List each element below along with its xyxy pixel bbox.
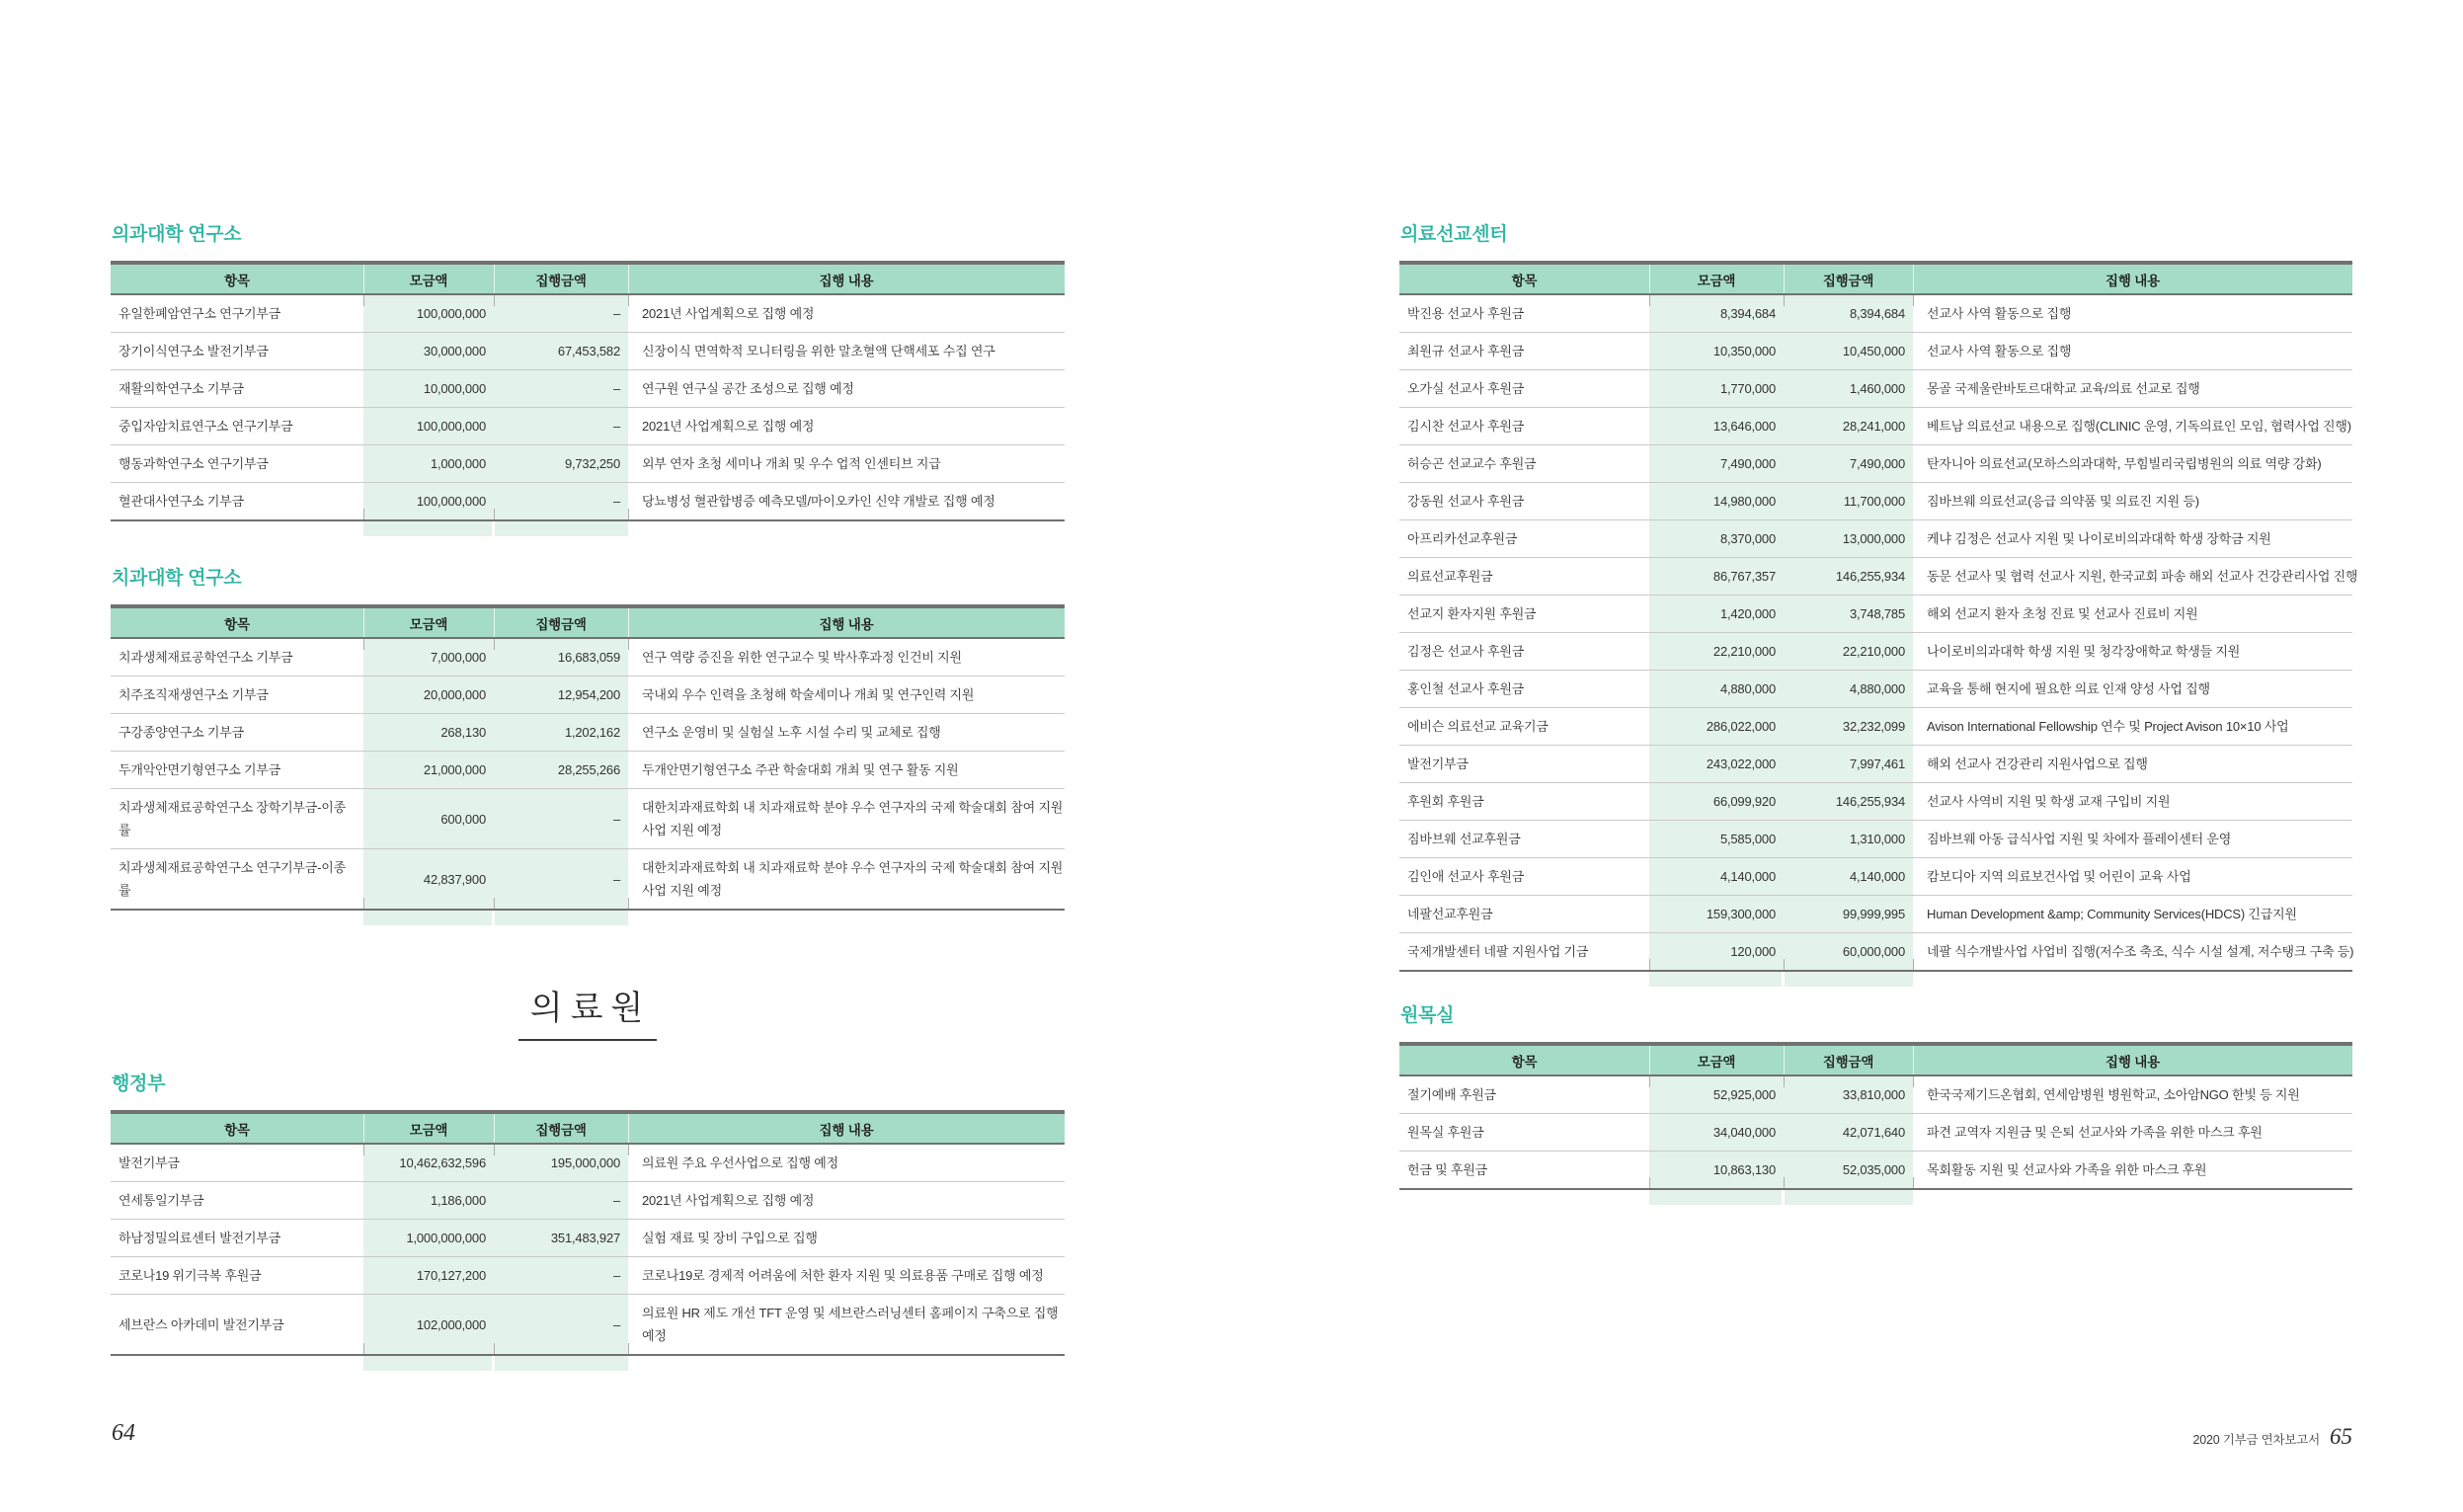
cell-details: 대한치과재료학회 내 치과재료학 분야 우수 연구자의 국제 학술대회 참여 지원 사업 지원 예정 xyxy=(642,860,1064,898)
column-tick xyxy=(363,1343,364,1354)
table-row xyxy=(111,407,1065,444)
cell-executed: 146,255,934 xyxy=(1835,569,1905,584)
table-row xyxy=(1399,332,2352,369)
cell-details: 캄보디아 지역 의료보건사업 및 어린이 교육 사업 xyxy=(1927,869,2191,884)
table-body xyxy=(1399,295,2358,972)
table-body xyxy=(111,1145,1065,1356)
tint-extension xyxy=(363,521,492,536)
cell-details: 선교사 사역 활동으로 집행 xyxy=(1927,344,2072,358)
table-row xyxy=(111,639,1065,676)
table-row xyxy=(111,1145,1065,1181)
column-tick xyxy=(1784,1177,1785,1188)
cell-raised: 1,770,000 xyxy=(1719,381,1776,396)
cell-raised: 100,000,000 xyxy=(416,419,486,434)
cell-raised: 20,000,000 xyxy=(423,687,486,702)
cell-details: 탄자니아 의료선교(모하스의과대학, 무힘빌리국립병원의 의료 역량 강화) xyxy=(1927,456,2322,471)
tint-extension xyxy=(495,911,628,925)
cell-item: 연세통일기부금 xyxy=(119,1193,204,1208)
cell-details: 의료원 주요 우선사업으로 집행 예정 xyxy=(642,1155,839,1170)
cell-raised: 7,000,000 xyxy=(430,650,486,665)
column-header-raised: 모금액 xyxy=(1697,1054,1736,1070)
cell-executed: – xyxy=(612,381,620,396)
column-tick xyxy=(1649,959,1650,970)
cell-details: 몽골 국제울란바토르대학교 교육/의료 선교로 집행 xyxy=(1927,381,2200,396)
column-header-executed: 집행금액 xyxy=(535,273,587,288)
column-tick xyxy=(1784,295,1785,306)
column-tick xyxy=(1913,959,1914,970)
cell-details: 의료원 HR 제도 개선 TFT 운영 및 세브란스러닝센터 홈페이지 구축으로 집행 예정 xyxy=(642,1306,1059,1343)
column-header-executed: 집행금액 xyxy=(535,1122,587,1138)
table-row xyxy=(1399,782,2352,820)
column-tick xyxy=(363,1145,364,1155)
table-row xyxy=(1399,595,2352,632)
table-row xyxy=(1399,670,2352,707)
cell-item: 후원회 후원금 xyxy=(1407,794,1484,809)
column-tick xyxy=(1649,1076,1650,1087)
table-row xyxy=(1399,557,2358,595)
table-row xyxy=(111,1294,1065,1354)
column-tick xyxy=(1913,1177,1914,1188)
cell-raised: 268,130 xyxy=(440,725,486,740)
cell-executed: – xyxy=(612,1268,620,1283)
column-tick xyxy=(494,898,495,909)
table-row xyxy=(1399,1076,2352,1113)
cell-details: 동문 선교사 및 협력 선교사 지원, 한국교회 파송 해외 선교사 건강관리사업 진행 xyxy=(1927,569,2358,584)
cell-raised: 34,040,000 xyxy=(1712,1125,1776,1140)
cell-details: 짐바브웨 의료선교(응급 의약품 및 의료진 지원 등) xyxy=(1927,494,2199,509)
section-title: 의료선교센터 xyxy=(1400,224,1508,245)
section-med-research xyxy=(111,219,1065,521)
column-header-raised: 모금액 xyxy=(409,616,448,632)
donation-table xyxy=(1399,1042,2352,1190)
table-row xyxy=(111,676,1065,713)
section-title: 의과대학 연구소 xyxy=(112,224,242,245)
tint-extension xyxy=(363,1356,492,1371)
column-tick xyxy=(1784,1076,1785,1087)
cell-raised: 4,140,000 xyxy=(1719,869,1776,884)
column-tick xyxy=(494,1145,495,1155)
cell-raised: 66,099,920 xyxy=(1712,794,1776,809)
page-number-right: 65 xyxy=(2330,1424,2352,1449)
cell-item: 발전기부금 xyxy=(119,1155,180,1170)
table-row xyxy=(1399,632,2352,670)
cell-details: 나이로비의과대학 학생 지원 및 청각장애학교 학생들 지원 xyxy=(1927,644,2241,659)
cell-raised: 1,186,000 xyxy=(430,1193,486,1208)
table-row xyxy=(1399,745,2352,782)
cell-details: 목회활동 지원 및 선교사와 가족을 위한 마스크 후원 xyxy=(1927,1162,2207,1177)
cell-raised: 10,863,130 xyxy=(1712,1162,1776,1177)
cell-details: 연구 역량 증진을 위한 연구교수 및 박사후과정 인건비 지원 xyxy=(642,650,962,665)
table-row xyxy=(111,1256,1065,1294)
cell-raised: 1,000,000,000 xyxy=(406,1231,486,1245)
cell-details: 두개안면기형연구소 주관 학술대회 개최 및 연구 활동 지원 xyxy=(642,762,959,777)
cell-raised: 14,980,000 xyxy=(1712,494,1776,509)
cell-executed: 42,071,640 xyxy=(1842,1125,1905,1140)
cell-details: 2021년 사업계획으로 집행 예정 xyxy=(642,306,815,321)
column-header-executed: 집행금액 xyxy=(535,616,587,632)
table-row xyxy=(111,1219,1065,1256)
cell-item: 구강종양연구소 기부금 xyxy=(119,725,244,740)
table-body xyxy=(111,639,1065,911)
table-row xyxy=(1399,519,2352,557)
cell-item: 혈관대사연구소 기부금 xyxy=(119,494,244,509)
table-row xyxy=(1399,295,2352,332)
cell-details: Human Development &amp; Community Services(HDCS) 긴급지원 xyxy=(1927,907,2297,921)
cell-details: 케냐 김정은 선교사 지원 및 나이로비의과대학 학생 장학금 지원 xyxy=(1927,531,2271,546)
column-header-item: 항목 xyxy=(1511,273,1538,288)
table-row xyxy=(111,444,1065,482)
cell-executed: 32,232,099 xyxy=(1842,719,1905,734)
cell-item: 행동과학연구소 연구기부금 xyxy=(119,456,269,471)
cell-raised: 86,767,357 xyxy=(1712,569,1776,584)
cell-details: Avison International Fellowship 연수 및 Project Avison 10×10 사업 xyxy=(1927,719,2289,734)
cell-executed: 146,255,934 xyxy=(1835,794,1905,809)
cell-raised: 21,000,000 xyxy=(423,762,486,777)
cell-raised: 13,646,000 xyxy=(1712,419,1776,434)
cell-item: 코로나19 위기극복 후원금 xyxy=(119,1268,262,1283)
cell-executed: 16,683,059 xyxy=(557,650,620,665)
cell-executed: – xyxy=(612,419,620,434)
table-row xyxy=(111,482,1065,519)
column-tick xyxy=(363,295,364,306)
column-header-executed: 집행금액 xyxy=(1822,1054,1874,1070)
column-header-item: 항목 xyxy=(224,1122,250,1138)
cell-executed: 99,999,995 xyxy=(1842,907,1905,921)
column-tick xyxy=(1649,295,1650,306)
column-header-executed: 집행금액 xyxy=(1822,273,1874,288)
cell-item: 치과생체재료공학연구소 기부금 xyxy=(119,650,293,665)
donation-table xyxy=(111,261,1065,521)
column-tick xyxy=(1649,1177,1650,1188)
cell-item: 중입자암치료연구소 연구기부금 xyxy=(119,419,293,434)
cell-executed: 67,453,582 xyxy=(557,344,620,358)
section-title: 치과대학 연구소 xyxy=(112,568,242,589)
cell-details: 선교사 사역비 지원 및 학생 교재 구입비 지원 xyxy=(1927,794,2171,809)
cell-item: 치과생체재료공학연구소 장학기부금-이종률 xyxy=(119,800,346,837)
cell-details: 2021년 사업계획으로 집행 예정 xyxy=(642,419,815,434)
cell-item: 김정은 선교사 후원금 xyxy=(1407,644,1525,659)
cell-executed: – xyxy=(612,871,620,887)
report-title: 2020 기부금 연차보고서 xyxy=(2192,1433,2320,1447)
cell-executed: 195,000,000 xyxy=(550,1155,620,1170)
cell-item: 박진용 선교사 후원금 xyxy=(1407,306,1525,321)
cell-executed: 33,810,000 xyxy=(1842,1087,1905,1102)
table-row xyxy=(111,788,1065,848)
cell-item: 세브란스 아카데미 발전기부금 xyxy=(119,1316,284,1332)
cell-item: 오가실 선교사 후원금 xyxy=(1407,381,1525,396)
column-header-raised: 모금액 xyxy=(409,273,448,288)
cell-raised: 42,837,900 xyxy=(423,871,486,887)
column-tick xyxy=(494,295,495,306)
table-row xyxy=(111,713,1065,751)
table-row xyxy=(111,1181,1065,1219)
table-header xyxy=(111,1110,1065,1145)
cell-executed: 9,732,250 xyxy=(564,456,620,471)
cell-executed: – xyxy=(612,811,620,827)
column-tick xyxy=(628,639,629,650)
cell-executed: 10,450,000 xyxy=(1842,344,1905,358)
cell-executed: 1,460,000 xyxy=(1849,381,1905,396)
cell-executed: 12,954,200 xyxy=(557,687,620,702)
column-header-raised: 모금액 xyxy=(409,1122,448,1138)
table-row xyxy=(1399,1151,2352,1188)
cell-details: 연구소 운영비 및 실험실 노후 시설 수리 및 교체로 집행 xyxy=(642,725,941,740)
column-tick xyxy=(1913,295,1914,306)
cell-item: 치주조직재생연구소 기부금 xyxy=(119,687,269,702)
table-row xyxy=(1399,482,2352,519)
cell-executed: – xyxy=(612,494,620,509)
cell-details: 신장이식 면역학적 모니터링을 위한 말초혈액 단핵세포 수집 연구 xyxy=(642,344,995,358)
cell-executed: 60,000,000 xyxy=(1842,944,1905,959)
table-row xyxy=(1399,369,2352,407)
cell-raised: 8,370,000 xyxy=(1719,531,1776,546)
table-row xyxy=(111,848,1065,909)
tint-extension xyxy=(1785,1190,1913,1205)
cell-raised: 22,210,000 xyxy=(1712,644,1776,659)
table-header xyxy=(1399,1042,2352,1076)
cell-raised: 1,000,000 xyxy=(430,456,486,471)
cell-item: 홍인철 선교사 후원금 xyxy=(1407,681,1525,696)
tint-extension xyxy=(1649,1190,1782,1205)
cell-details: 실험 재료 및 장비 구입으로 집행 xyxy=(642,1231,818,1245)
cell-item: 김시찬 선교사 후원금 xyxy=(1407,419,1525,434)
cell-raised: 100,000,000 xyxy=(416,494,486,509)
column-tick xyxy=(494,639,495,650)
cell-raised: 286,022,000 xyxy=(1706,719,1776,734)
cell-item: 국제개발센터 네팔 지원사업 기금 xyxy=(1407,944,1589,959)
column-header-details: 집행 내용 xyxy=(819,273,874,288)
tint-extension xyxy=(363,911,492,925)
cell-details: 교육을 통해 현지에 필요한 의료 인재 양성 사업 집행 xyxy=(1927,681,2210,696)
cell-item: 선교지 환자지원 후원금 xyxy=(1407,606,1537,621)
cell-raised: 8,394,684 xyxy=(1719,306,1776,321)
cell-raised: 100,000,000 xyxy=(416,306,486,321)
cell-item: 하남정밀의료센터 발전기부금 xyxy=(119,1231,281,1245)
cell-details: 코로나19로 경제적 어려움에 처한 환자 지원 및 의료용품 구매로 집행 예정 xyxy=(642,1268,1044,1283)
cell-raised: 159,300,000 xyxy=(1706,907,1776,921)
donation-table xyxy=(111,604,1065,911)
table-header xyxy=(111,604,1065,639)
cell-details: 짐바브웨 아동 급식사업 지원 및 차에자 플레이센터 운영 xyxy=(1927,832,2232,846)
column-tick xyxy=(628,898,629,909)
column-header-details: 집행 내용 xyxy=(819,616,874,632)
cell-item: 장기이식연구소 발전기부금 xyxy=(119,344,269,358)
cell-details: 선교사 사역 활동으로 집행 xyxy=(1927,306,2072,321)
column-tick xyxy=(1913,1076,1914,1087)
table-row xyxy=(1399,857,2352,895)
cell-item: 재활의학연구소 기부금 xyxy=(119,381,244,396)
section-chaplaincy xyxy=(1399,1000,2352,1190)
table-body xyxy=(111,295,1065,521)
cell-item: 치과생체재료공학연구소 연구기부금-이종률 xyxy=(119,860,346,898)
table-row xyxy=(1399,820,2352,857)
cell-item: 강동원 선교사 후원금 xyxy=(1407,494,1525,509)
cell-raised: 7,490,000 xyxy=(1719,456,1776,471)
table-row xyxy=(1399,932,2352,970)
cell-details: 2021년 사업계획으로 집행 예정 xyxy=(642,1193,815,1208)
column-header-details: 집행 내용 xyxy=(819,1122,874,1138)
tint-extension xyxy=(1785,972,1913,987)
cell-raised: 10,000,000 xyxy=(423,381,486,396)
cell-executed: – xyxy=(612,306,620,321)
cell-executed: 28,241,000 xyxy=(1842,419,1905,434)
table-row xyxy=(1399,1113,2352,1151)
cell-executed: 22,210,000 xyxy=(1842,644,1905,659)
cell-item: 발전기부금 xyxy=(1407,756,1469,771)
cell-raised: 30,000,000 xyxy=(423,344,486,358)
column-tick xyxy=(494,1343,495,1354)
cell-details: 해외 선교지 환자 초청 진료 및 선교사 진료비 지원 xyxy=(1927,606,2198,621)
cell-details: 네팔 식수개발사업 사업비 집행(저수조 축조, 식수 시설 설계, 저수탱크 구축 등) xyxy=(1927,944,2354,959)
column-tick xyxy=(363,639,364,650)
cell-raised: 243,022,000 xyxy=(1706,756,1776,771)
cell-details: 해외 선교사 건강관리 지원사업으로 집행 xyxy=(1927,756,2148,771)
cell-item: 아프리카선교후원금 xyxy=(1407,531,1518,546)
table-row xyxy=(1399,407,2352,444)
cell-details: 파견 교역자 지원금 및 은퇴 선교사와 가족을 위한 마스크 후원 xyxy=(1927,1125,2263,1140)
table-row xyxy=(111,369,1065,407)
cell-raised: 1,420,000 xyxy=(1719,606,1776,621)
cell-executed: – xyxy=(612,1316,620,1332)
cell-item: 의료선교후원금 xyxy=(1407,569,1493,584)
cell-raised: 10,350,000 xyxy=(1712,344,1776,358)
table-row xyxy=(111,332,1065,369)
cell-details: 한국국제기드온협회, 연세암병원 병원학교, 소아암NGO 한빛 등 지원 xyxy=(1927,1087,2300,1102)
cell-raised: 5,585,000 xyxy=(1719,832,1776,846)
column-tick xyxy=(494,509,495,519)
cell-executed: 4,140,000 xyxy=(1849,869,1905,884)
cell-details: 베트남 의료선교 내용으로 집행(CLINIC 운영, 기독의료인 모임, 협력사업 진행) xyxy=(1927,419,2351,434)
section-dental-research xyxy=(111,563,1065,911)
table-row xyxy=(1399,895,2352,932)
cell-executed: 1,202,162 xyxy=(564,725,620,740)
column-tick xyxy=(1784,959,1785,970)
column-tick xyxy=(363,898,364,909)
table-row xyxy=(1399,444,2352,482)
cell-details: 당뇨병성 혈관합병증 예측모델/마이오카인 신약 개발로 집행 예정 xyxy=(642,494,995,509)
column-header-item: 항목 xyxy=(1511,1054,1538,1070)
cell-executed: 11,700,000 xyxy=(1843,494,1905,509)
cell-executed: 351,483,927 xyxy=(550,1231,620,1245)
cell-executed: 8,394,684 xyxy=(1849,306,1905,321)
table-row xyxy=(111,751,1065,788)
cell-executed: 28,255,266 xyxy=(557,762,620,777)
cell-raised: 120,000 xyxy=(1730,944,1776,959)
tint-extension xyxy=(495,521,628,536)
column-tick xyxy=(628,509,629,519)
cell-executed: 3,748,785 xyxy=(1849,606,1905,621)
donation-table xyxy=(111,1110,1065,1356)
table-header xyxy=(1399,261,2352,295)
section-title: 원목실 xyxy=(1400,1005,1455,1026)
cell-executed: 1,310,000 xyxy=(1849,832,1905,846)
column-tick xyxy=(628,1145,629,1155)
cell-details: 국내외 우수 인력을 초청해 학술세미나 개최 및 연구인력 지원 xyxy=(642,687,975,702)
cell-executed: 4,880,000 xyxy=(1849,681,1905,696)
cell-item: 두개악안면기형연구소 기부금 xyxy=(119,762,281,777)
cell-executed: 52,035,000 xyxy=(1842,1162,1905,1177)
cell-item: 허승곤 선교교수 후원금 xyxy=(1407,456,1537,471)
cell-item: 김인애 선교사 후원금 xyxy=(1407,869,1525,884)
column-header-item: 항목 xyxy=(224,616,250,632)
cell-executed: 7,490,000 xyxy=(1849,456,1905,471)
column-header-raised: 모금액 xyxy=(1697,273,1736,288)
cell-raised: 10,462,632,596 xyxy=(399,1155,486,1170)
cell-executed: 7,997,461 xyxy=(1849,756,1905,771)
table-row xyxy=(111,295,1065,332)
column-header-details: 집행 내용 xyxy=(2105,1054,2160,1070)
table-body xyxy=(1399,1076,2352,1190)
tint-extension xyxy=(1649,972,1782,987)
cell-item: 짐바브웨 선교후원금 xyxy=(1407,832,1521,846)
section-admin xyxy=(111,1069,1065,1356)
cell-executed: 13,000,000 xyxy=(1842,531,1905,546)
page-number-left: 64 xyxy=(112,1420,135,1446)
cell-item: 최원규 선교사 후원금 xyxy=(1407,344,1525,358)
table-header xyxy=(111,261,1065,295)
cell-item: 네팔선교후원금 xyxy=(1407,907,1493,921)
column-header-item: 항목 xyxy=(224,273,250,288)
cell-item: 원목실 후원금 xyxy=(1407,1125,1484,1140)
cell-item: 유일한폐암연구소 연구기부금 xyxy=(119,306,281,321)
cell-details: 외부 연자 초청 세미나 개최 및 우수 업적 인센티브 지급 xyxy=(642,456,941,471)
cell-raised: 52,925,000 xyxy=(1712,1087,1776,1102)
cell-executed: – xyxy=(612,1193,620,1208)
footer-right xyxy=(2192,1424,2352,1450)
cell-raised: 4,880,000 xyxy=(1719,681,1776,696)
cell-item: 에비슨 의료선교 교육기금 xyxy=(1407,719,1549,734)
table-row xyxy=(1399,707,2352,745)
medical-center-heading: 의료원 xyxy=(111,981,1065,1041)
cell-raised: 102,000,000 xyxy=(416,1316,486,1332)
cell-raised: 600,000 xyxy=(440,811,486,827)
cell-details: 대한치과재료학회 내 치과재료학 분야 우수 연구자의 국제 학술대회 참여 지원 사업 지원 예정 xyxy=(642,800,1064,837)
cell-raised: 170,127,200 xyxy=(416,1268,486,1283)
tint-extension xyxy=(495,1356,628,1371)
donation-table xyxy=(1399,261,2358,972)
section-mission xyxy=(1399,219,2358,972)
cell-details: 연구원 연구실 공간 조성으로 집행 예정 xyxy=(642,381,854,396)
column-tick xyxy=(628,295,629,306)
cell-item: 헌금 및 후원금 xyxy=(1407,1162,1487,1177)
column-tick xyxy=(628,1343,629,1354)
column-header-details: 집행 내용 xyxy=(2105,273,2160,288)
column-tick xyxy=(363,509,364,519)
section-title: 행정부 xyxy=(112,1074,166,1094)
cell-item: 절기예배 후원금 xyxy=(1407,1087,1496,1102)
